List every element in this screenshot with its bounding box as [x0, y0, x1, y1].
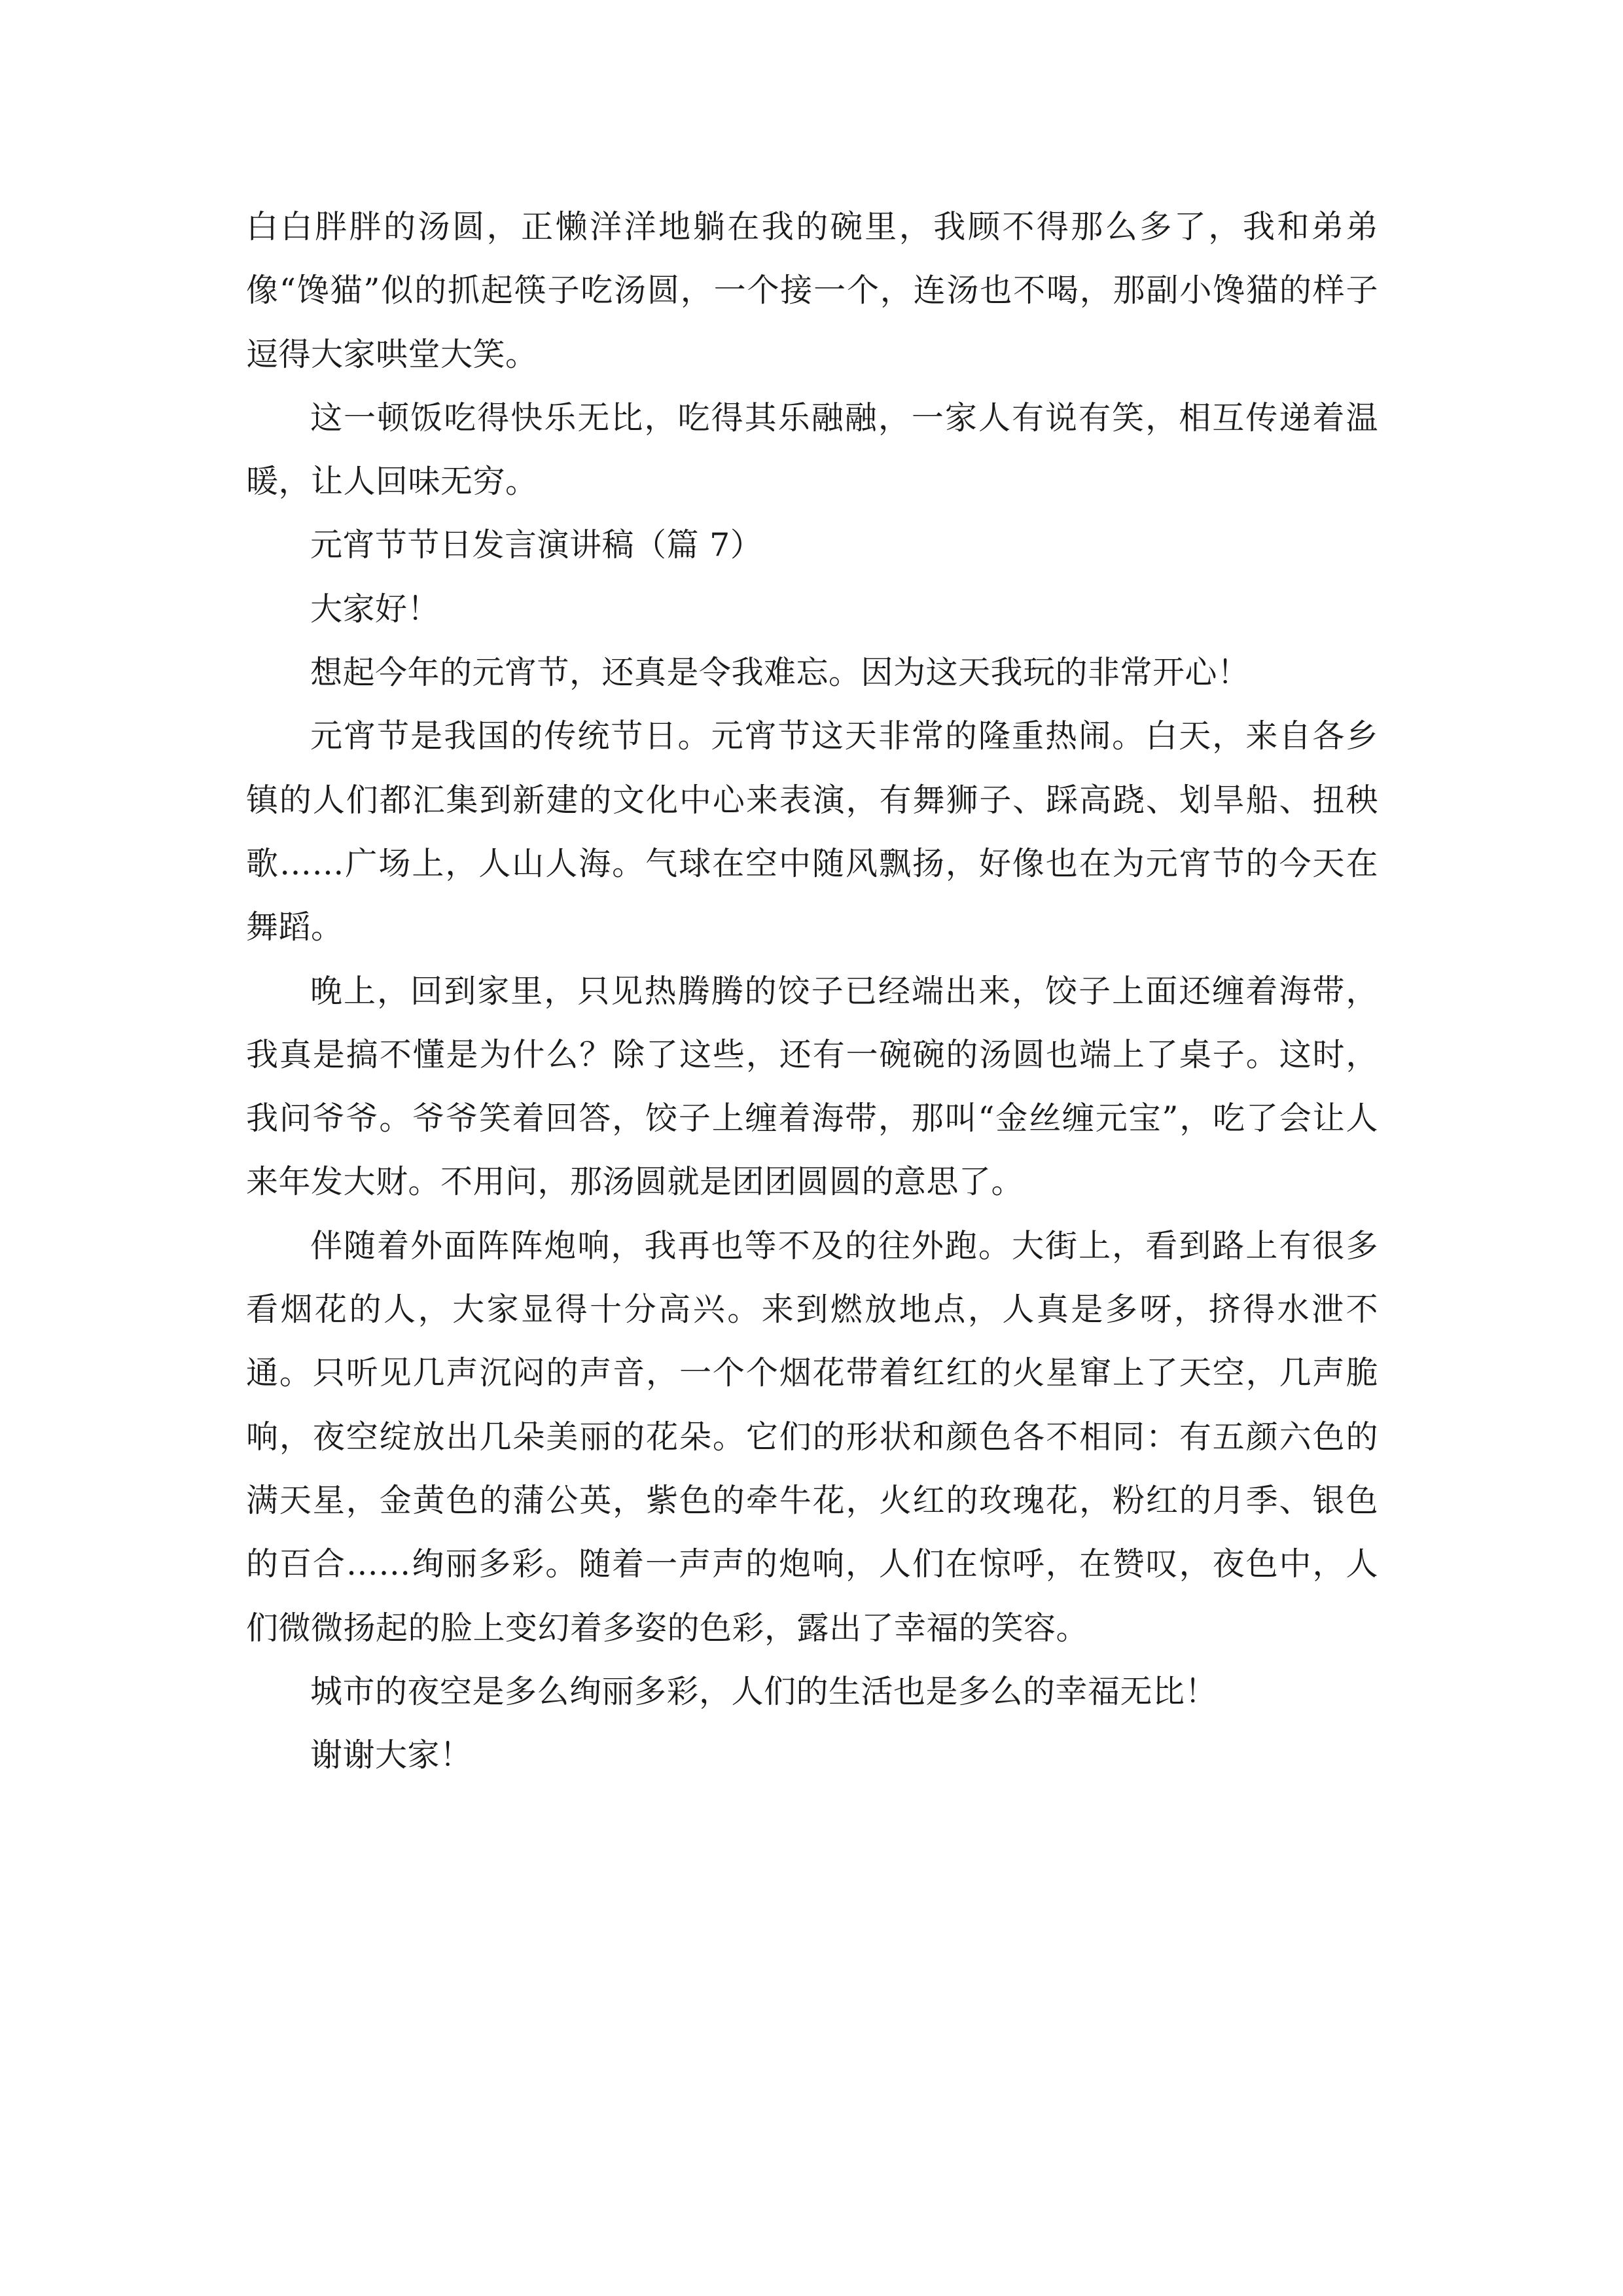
paragraph-dinner-summary: 这一顿饭吃得快乐无比，吃得其乐融融，一家人有说有笑，相互传递着温暖，让人回味无穷。 [246, 399, 1378, 501]
paragraph-intro: 想起今年的元宵节，还真是令我难忘。因为这天我玩的非常开心！ [310, 654, 1250, 692]
paragraph-fireworks: 伴随着外面阵阵炮响，我再也等不及的往外跑。大街上，看到路上有很多看烟花的人，大家显得十分高兴。来到燃放地点，人真是多呀，挤得水泄不通。只听见几声沉闷的声音，一个个烟花带着红红的火星窜上了天空，几声脆响，夜空绽放出几朵美丽的花朵。它们的形状和颜色各不相同：有五颜六色的满天星，金黄色的蒲公英，紫色的牵牛花，火红的玫瑰花，粉红的月季、银色的百合……绚丽多彩。随着一声声的炮响，人们在惊呼，在赞叹，夜色中，人们微微扬起的脸上变幻着多姿的色彩，露出了幸福的笑容。 [246, 1227, 1378, 1647]
paragraph-daytime: 元宵节是我国的传统节日。元宵节这天非常的隆重热闹。白天，来自各乡镇的人们都汇集到新建的文化中心来表演，有舞狮子、踩高跷、划旱船、扭秧歌……广场上，人山人海。气球在空中随风飘扬，好像也在为元宵节的今天在舞蹈。 [246, 717, 1378, 946]
paragraph-conclusion: 城市的夜空是多么绚丽多彩，人们的生活也是多么的幸福无比！ [310, 1672, 1218, 1710]
paragraph-evening-dinner: 晚上，回到家里，只见热腾腾的饺子已经端出来，饺子上面还缠着海带，我真是搞不懂是为什么？除了这些，还有一碗碗的汤圆也端上了桌子。这时，我问爷爷。爷爷笑着回答，饺子上缠着海带，那叫“金丝缠元宝”，吃了会让人来年发大财。不用问，那汤圆就是团团圆圆的意思了。 [246, 972, 1378, 1201]
paragraph-continuation: 白白胖胖的汤圆，正懒洋洋地躺在我的碗里，我顾不得那么多了，我和弟弟像“馋猫”似的抓起筷子吃汤圆，一个接一个，连汤也不喝，那副小馋猫的样子逗得大家哄堂大笑。 [246, 208, 1378, 373]
document-body [246, 195, 1378, 1787]
speech-heading: 元宵节节日发言演讲稿（篇 7） [310, 526, 763, 564]
speech-greeting: 大家好！ [310, 590, 440, 628]
speech-closing: 谢谢大家！ [310, 1736, 473, 1774]
